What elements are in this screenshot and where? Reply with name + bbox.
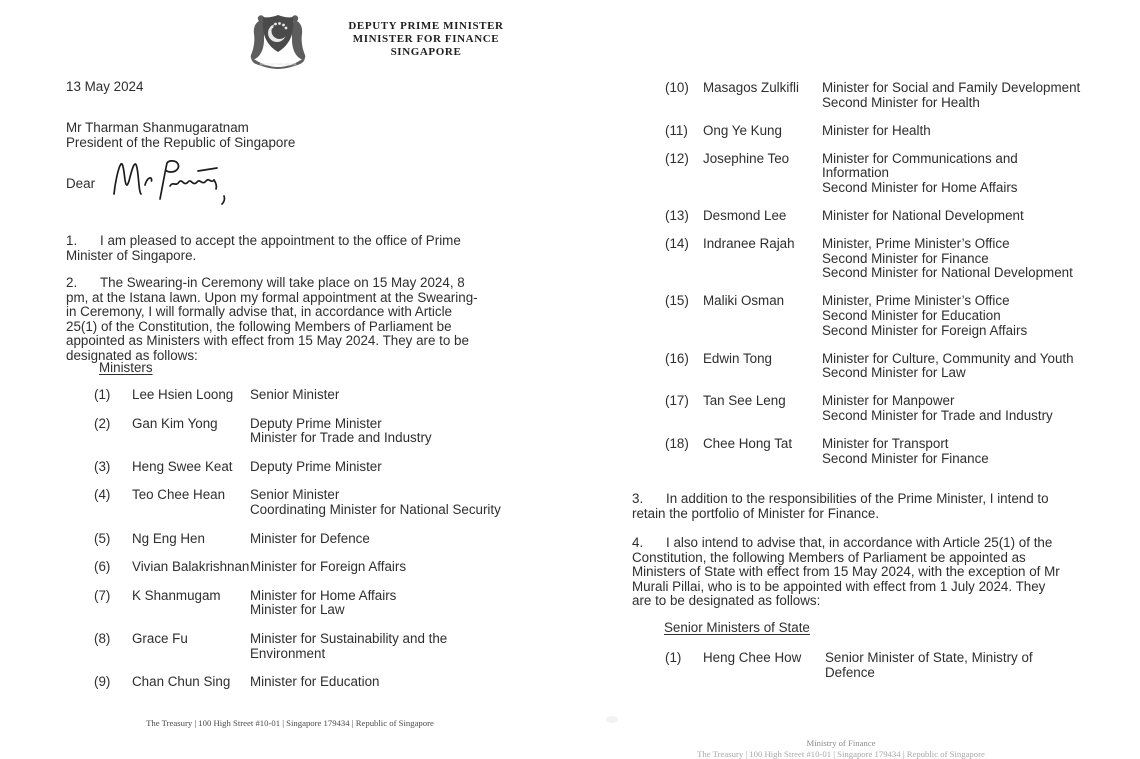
minister-role: Minister for Trade and Industry xyxy=(250,430,432,446)
minister-role: Second Minister for Finance xyxy=(822,250,989,266)
minister-row xyxy=(665,124,1105,139)
paragraph-1 xyxy=(66,234,484,263)
minister-role: Senior Minister xyxy=(250,487,340,503)
scan-smudge xyxy=(606,716,618,723)
minister-role: Minister for Communications and xyxy=(822,150,1018,166)
page2-footer-address: The Treasury | 100 High Street #10-01 | Singapore 179434 | Republic of Singapore xyxy=(697,748,985,759)
paragraph-1-text: I am pleased to accept the appointment to the office of Prime Minister of Singapore. xyxy=(66,233,461,263)
minister-number: (3) xyxy=(94,458,111,474)
paragraph-4 xyxy=(632,536,1066,609)
letterhead-line-1: DEPUTY PRIME MINISTER xyxy=(348,20,504,32)
handwritten-salutation-script xyxy=(110,158,232,205)
minister-role: Defence xyxy=(825,664,875,680)
minister-name: Heng Swee Keat xyxy=(132,458,233,474)
minister-number: (18) xyxy=(665,436,689,452)
minister-role: Second Minister for National Development xyxy=(822,265,1073,281)
minister-role: Coordinating Minister for National Security xyxy=(250,501,501,517)
letter-date: 13 May 2024 xyxy=(66,79,144,94)
minister-role: Minister for Culture, Community and Youth xyxy=(822,350,1074,366)
minister-role: Second Minister for Law xyxy=(822,365,966,381)
minister-number: (16) xyxy=(665,350,689,366)
minister-role: Second Minister for Home Affairs xyxy=(822,179,1018,195)
minister-name: Chee Hong Tat xyxy=(703,436,793,452)
letterhead-line-3: SINGAPORE xyxy=(390,46,462,58)
minister-name: Edwin Tong xyxy=(703,350,772,366)
minister-number: (1) xyxy=(665,650,682,665)
minister-role: Minister for Defence xyxy=(250,530,370,546)
minister-row xyxy=(94,675,524,690)
minister-name: Chan Chun Sing xyxy=(132,674,231,690)
minister-number: (2) xyxy=(94,415,111,431)
paragraph-4-text: I also intend to advise that, in accordance with Article 25(1) of the Constitution, the following Members of Parliament be appointed as Ministers of State with effect from 15 May 2024, with the exception of Mr Murali Pillai, who is to be appointed with effect from 1 July 2024. They are to be designated as follows: xyxy=(632,535,1060,609)
minister-number: (5) xyxy=(94,530,111,546)
minister-role: Second Minister for Trade and Industry xyxy=(822,408,1053,423)
recipient-block xyxy=(66,121,295,150)
minister-number: (7) xyxy=(94,587,111,603)
minister-name: Grace Fu xyxy=(132,630,188,646)
minister-number: (10) xyxy=(665,80,689,95)
page1-footer-address: The Treasury | 100 High Street #10-01 | Singapore 179434 | Republic of Singapore xyxy=(146,718,434,728)
minister-row xyxy=(94,632,524,661)
minister-role: Minister for Foreign Affairs xyxy=(250,559,407,575)
minister-row xyxy=(94,417,524,446)
minister-role: Deputy Prime Minister xyxy=(250,415,382,431)
minister-row xyxy=(94,460,524,475)
minister-row xyxy=(94,560,524,575)
letterhead xyxy=(338,20,514,59)
minister-row xyxy=(665,209,1105,224)
minister-name: Ng Eng Hen xyxy=(132,530,205,546)
minister-number: (12) xyxy=(665,150,689,166)
minister-role: Second Minister for Education xyxy=(822,308,1001,324)
minister-role: Minister for Home Affairs xyxy=(250,587,397,603)
minister-role: Minister for National Development xyxy=(822,208,1024,224)
minister-row xyxy=(665,81,1105,110)
paragraph-1-number: 1. xyxy=(66,233,78,248)
minister-name: Josephine Teo xyxy=(703,150,790,166)
minister-name: Indranee Rajah xyxy=(703,236,795,252)
minister-row xyxy=(665,152,1105,196)
minister-role: Deputy Prime Minister xyxy=(250,458,382,474)
paragraph-3-number: 3. xyxy=(632,491,644,506)
minister-role: Environment xyxy=(250,645,326,661)
minister-number: (4) xyxy=(94,487,111,503)
minister-row xyxy=(94,589,524,618)
minister-row xyxy=(665,237,1105,281)
minister-number: (15) xyxy=(665,293,689,309)
minister-role: Senior Minister of State, Ministry of xyxy=(825,650,1033,665)
minister-role: Minister for Sustainability and the xyxy=(250,630,448,646)
minister-role: Minister for Law xyxy=(250,602,345,618)
minister-number: (8) xyxy=(94,630,111,646)
senior-minister-row xyxy=(665,651,1105,680)
minister-number: (17) xyxy=(665,393,689,409)
minister-number: (9) xyxy=(94,674,111,690)
minister-name: Lee Hsien Loong xyxy=(132,387,234,402)
minister-role: Second Minister for Health xyxy=(822,94,980,110)
paragraph-4-number: 4. xyxy=(632,535,644,550)
minister-number: (1) xyxy=(94,387,111,402)
paragraph-3-text: In addition to the responsibilities of the Prime Minister, I intend to retain the portfolio of Minister for Finance. xyxy=(632,491,1049,521)
minister-name: Ong Ye Kung xyxy=(703,122,782,138)
minister-role: Senior Minister xyxy=(250,387,340,402)
minister-role: Minister for Social and Family Development xyxy=(822,80,1081,95)
ministers-list-page1 xyxy=(94,388,524,704)
minister-name: Vivian Balakrishnan xyxy=(132,559,250,575)
paragraph-2 xyxy=(66,276,486,364)
recipient-name: Mr Tharman Shanmugaratnam xyxy=(66,120,249,135)
minister-role: Minister, Prime Minister’s Office xyxy=(822,236,1010,252)
minister-row xyxy=(665,352,1105,381)
minister-name: Masagos Zulkifli xyxy=(703,80,799,95)
minister-role: Minister for Transport xyxy=(822,436,949,452)
minister-row xyxy=(665,394,1105,423)
page2-footer xyxy=(636,738,1046,759)
minister-number: (11) xyxy=(665,122,688,138)
salutation: Dear xyxy=(66,176,96,191)
minister-number: (6) xyxy=(94,559,111,575)
minister-row xyxy=(665,294,1105,338)
minister-role: Minister, Prime Minister’s Office xyxy=(822,293,1010,309)
minister-name: Desmond Lee xyxy=(703,208,787,224)
minister-row xyxy=(94,488,524,517)
paragraph-2-number: 2. xyxy=(66,275,78,290)
page2-footer-org: Ministry of Finance xyxy=(806,738,876,748)
letterhead-line-2: MINISTER FOR FINANCE xyxy=(352,33,500,45)
ministers-list-page2 xyxy=(665,81,1105,480)
minister-row xyxy=(94,532,524,547)
minister-role: Minister for Health xyxy=(822,122,931,138)
minister-name: Teo Chee Hean xyxy=(132,487,226,503)
minister-role: Second Minister for Foreign Affairs xyxy=(822,322,1028,338)
minister-number: (13) xyxy=(665,208,689,224)
recipient-title: President of the Republic of Singapore xyxy=(66,134,296,150)
minister-role: Second Minister for Finance xyxy=(822,450,989,466)
minister-name: Tan See Leng xyxy=(703,393,786,409)
paragraph-2-text: The Swearing-in Ceremony will take place on 15 May 2024, 8 pm, at the Istana lawn. Upon my formal appointment at the Swearing-in Ceremony, I will formally advise that, in accordance with Article 25(1) of the Constitution, the following Members of Parliament be appointed as Ministers with effect from 15 May 2024. They are to be designated as follows: xyxy=(66,275,478,363)
crest-motto: MAJULAH SINGAPURA xyxy=(259,62,297,67)
minister-role: Minister for Education xyxy=(250,674,380,690)
minister-name: Gan Kim Yong xyxy=(132,415,218,431)
ministers-heading: Ministers xyxy=(99,360,153,375)
singapore-state-crest xyxy=(246,11,310,72)
minister-name: Maliki Osman xyxy=(703,293,785,309)
minister-row xyxy=(94,388,524,403)
minister-number: (14) xyxy=(665,236,689,252)
minister-name: Heng Chee How xyxy=(703,650,802,665)
minister-row xyxy=(665,437,1105,466)
minister-name: K Shanmugam xyxy=(132,587,221,603)
paragraph-3 xyxy=(632,492,1062,521)
minister-role: Minister for Manpower xyxy=(822,393,955,409)
senior-ministers-list xyxy=(665,651,1105,694)
minister-role: Information xyxy=(822,165,889,181)
senior-ministers-heading: Senior Ministers of State xyxy=(664,620,810,635)
